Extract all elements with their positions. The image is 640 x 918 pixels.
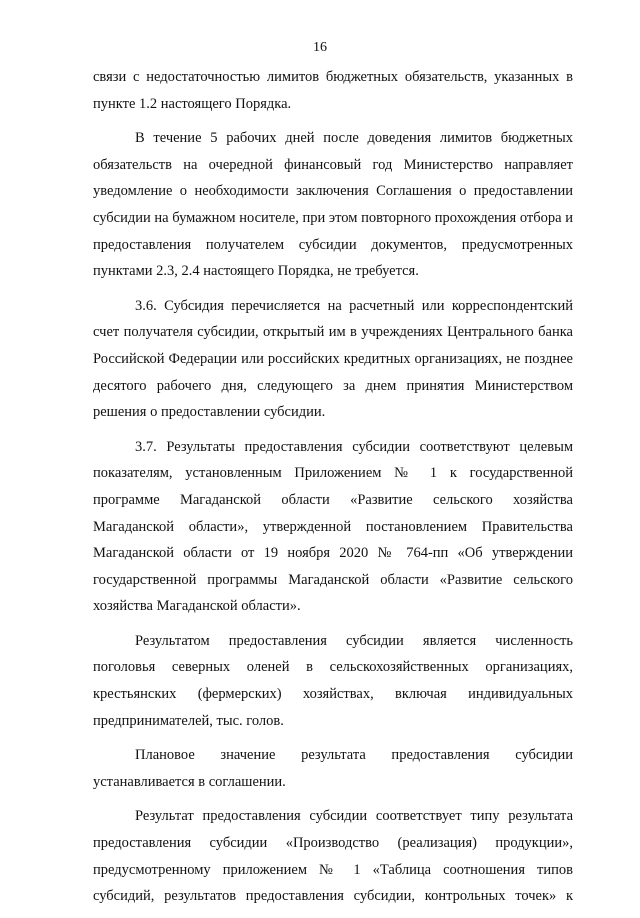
paragraph-result-type: Результат предоставления субсидии соответствует типу результата предоставления субсидии «Производство (реализация) продукции», предусмотренному приложением № 1 «Таблица соотношения типов субсидий, результатов предоставления субсидии, контрольных точек» к	[93, 808, 573, 905]
document-body	[93, 64, 573, 918]
paragraph-continuation: связи с недостаточностью лимитов бюджетных обязательств, указанных в пункте 1.2 настоящего Порядка.	[93, 69, 573, 112]
paragraph-3-6: 3.6. Субсидия перечисляется на расчетный или корреспондентский счет получателя субсидии, открытый им в учреждениях Центрального банка Российской Федерации или российских кредитных организациях, не позднее десятого рабочего дня, следующего за днем принятия Министерством решения о предоставлении субсидии.	[93, 297, 573, 421]
page-number: 16	[313, 40, 327, 55]
paragraph-3-7: 3.7. Результаты предоставления субсидии соответствуют целевым показателям, установленным Приложением № 1 к государственной программе Магаданской области «Развитие сельского хозяйства Магаданской области», утвержденной постановлением Правительства Магаданской области от 19 ноября 2020 № 764-пп «Об утверждении государственной программы Магаданской области «Развитие сельского хозяйства Магаданской области».	[93, 438, 573, 615]
paragraph-notification: В течение 5 рабочих дней после доведения лимитов бюджетных обязательств на очередной финансовый год Министерство направляет уведомление о необходимости заключения Соглашения о предоставлении субсидии на бумажном носителе, при этом повторного прохождения отбора и предоставления получателем субсидии документов, предусмотренных пунктами 2.3, 2.4 настоящего Порядка, не требуется.	[93, 130, 573, 280]
paragraph-result: Результатом предоставления субсидии является численность поголовья северных оленей в сельскохозяйственных организациях, крестьянских (фермерских) хозяйствах, включая индивидуальных предпринимателей, тыс. голов.	[93, 632, 573, 729]
paragraph-planned-value: Плановое значение результата предоставления субсидии устанавливается в соглашении.	[93, 747, 573, 790]
